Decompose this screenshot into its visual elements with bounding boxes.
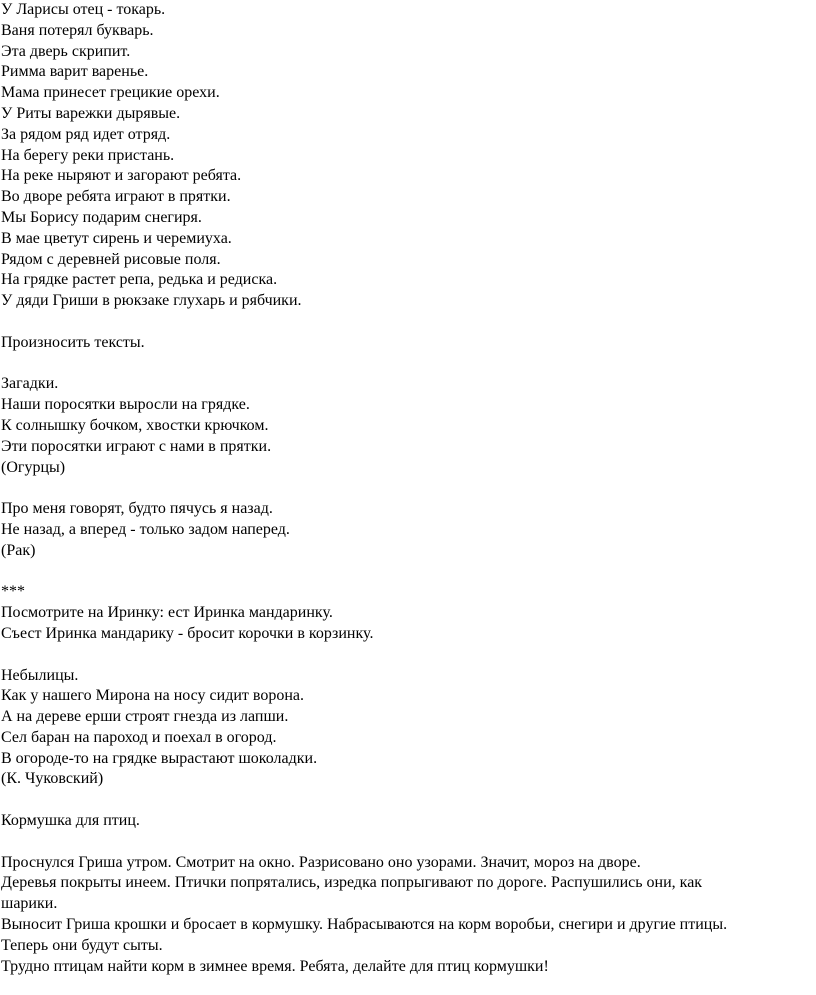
story-paragraph: Проснулся Гриша утром. Смотрит на окно. Разрисовано оно узорами. Значит, мороз на дворе. <box>1 853 641 871</box>
sentence-line: Римма варит варенье. <box>1 63 149 81</box>
sentence-line: За рядом ряд идет отряд. <box>1 125 171 143</box>
sentence-line: На берегу реки пристань. <box>1 146 175 164</box>
nonsense-section <box>1 666 801 791</box>
blank-line <box>1 478 801 499</box>
riddle-answer: (Рак) <box>1 541 36 559</box>
sentence-line: У дяди Гриши в рюкзаке глухарь и рябчики. <box>1 292 302 310</box>
blank-line <box>1 832 801 853</box>
tongue-twister-line: Посмотрите на Иринку: ест Иринка мандаринку. <box>1 604 333 622</box>
nonsense-line: А на дереве ерши строят гнезда из лапши. <box>1 708 289 726</box>
blank-line <box>1 312 801 333</box>
sentence-line: На грядке растет репа, редька и редиска. <box>1 271 278 289</box>
sentence-line: В мае цветут сирень и черемиуха. <box>1 229 232 247</box>
riddles-heading: Загадки. <box>1 375 59 393</box>
blank-line <box>1 354 801 375</box>
nonsense-line: В огороде-то на грядке вырастают шоколадки. <box>1 749 318 767</box>
riddle-answer: (Огурцы) <box>1 458 66 476</box>
section-separator: *** <box>1 583 25 601</box>
nonsense-author: (К. Чуковский) <box>1 770 104 788</box>
sentence-line: Мама принесет грецикие орехи. <box>1 84 220 102</box>
blank-line <box>1 645 801 666</box>
pronounce-heading: Произносить тексты. <box>1 333 145 351</box>
sentence-line: Мы Борису подарим снегиря. <box>1 208 202 226</box>
story-heading: Кормушка для птиц. <box>1 812 140 830</box>
nonsense-line: Как у нашего Мирона на носу сидит ворона. <box>1 687 305 705</box>
sentence-line: Эта дверь скрипит. <box>1 42 131 60</box>
riddles-section <box>1 374 801 561</box>
riddle-line: Наши поросятки выросли на грядке. <box>1 396 250 414</box>
story-paragraph: Деревья покрыты инеем. Птички попрятались, изредка попрыгивают по дороге. Распушились они, как шарики. <box>1 874 703 913</box>
blank-line <box>1 562 801 583</box>
sentence-line: Рядом с деревней рисовые поля. <box>1 250 221 268</box>
sentence-line: На реке ныряют и загорают ребята. <box>1 167 242 185</box>
sentence-line: Во дворе ребята играют в прятки. <box>1 188 231 206</box>
sentence-line: Ваня потерял букварь. <box>1 21 154 39</box>
story-section <box>1 811 801 977</box>
story-paragraph: Трудно птицам найти корм в зимнее время. Ребята, делайте для птиц кормушки! <box>1 957 549 975</box>
riddle-line: Эти поросятки играют с нами в прятки. <box>1 437 272 455</box>
sentence-line: У Риты варежки дырявые. <box>1 104 181 122</box>
riddle-line: Про меня говорят, будто пячусь я назад. <box>1 500 273 518</box>
riddle-line: Не назад, а вперед - только задом наперед. <box>1 520 290 538</box>
story-paragraph: Выносит Гриша крошки и бросает в кормушку. Набрасываются на корм воробьи, снегири и другие птицы. Теперь они будут сыты. <box>1 916 728 954</box>
blank-line <box>1 790 801 811</box>
sentence-list <box>1 0 801 312</box>
sentence-line: У Ларисы отец - токарь. <box>1 1 166 18</box>
riddle-line: К солнышку бочком, хвостки крючком. <box>1 416 269 434</box>
tongue-twister-section <box>1 582 801 644</box>
nonsense-heading: Небылицы. <box>1 666 79 684</box>
document-page <box>1 0 801 977</box>
tongue-twister-line: Съест Иринка мандарику - бросит корочки в корзинку. <box>1 624 374 642</box>
nonsense-line: Сел баран на пароход и поехал в огород. <box>1 728 277 746</box>
